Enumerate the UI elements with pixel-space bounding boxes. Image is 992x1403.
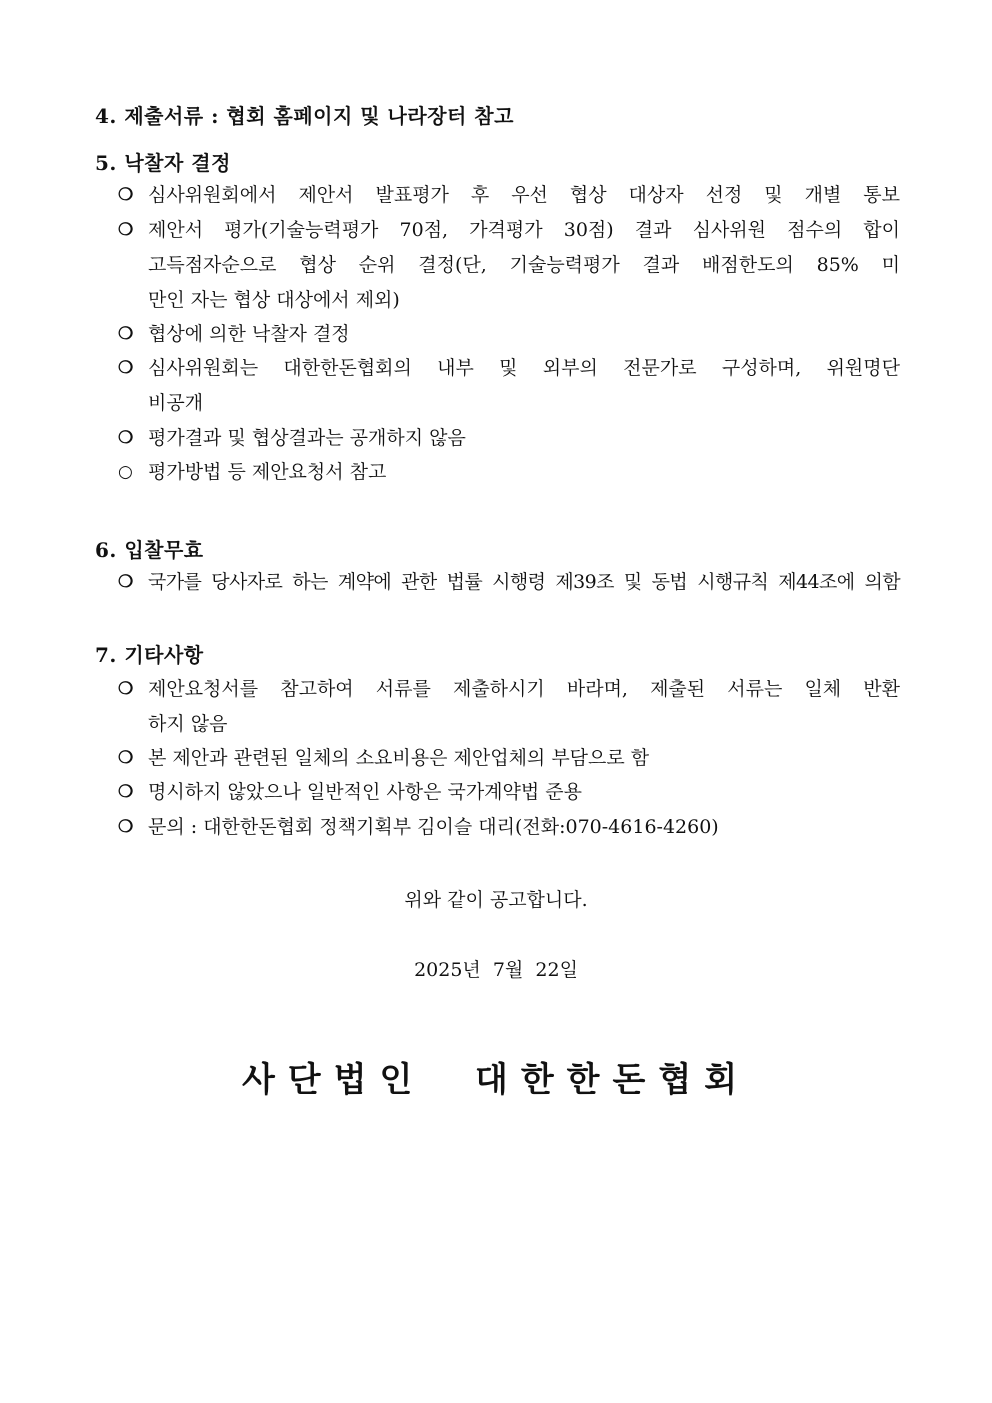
circle-bullet-icon: ❍ <box>118 748 134 768</box>
circle-bullet-icon: ❍ <box>118 185 134 205</box>
notice-date: 2025년 7월 22일 <box>414 959 578 981</box>
list-item-text: 명시하지 않았으나 일반적인 사항은 국가계약법 준용 <box>148 781 582 803</box>
list-item-text-continued: 고득점자순으로 협상 순위 결정(단, 기술능력평가 결과 배점한도의 85% 미 <box>148 254 900 276</box>
circle-bullet-icon: ❍ <box>118 572 134 592</box>
list-item-text-continued: 만인 자는 협상 대상에서 제외) <box>148 289 400 311</box>
circle-bullet-icon: ❍ <box>118 358 134 378</box>
circle-bullet-icon: ○ <box>118 462 133 482</box>
section-4-heading: 4. 제출서류 : 협회 홈페이지 및 나라장터 참고 <box>95 104 514 128</box>
circle-bullet-icon: ❍ <box>118 220 134 240</box>
list-item-text: 문의 : 대한한돈협회 정책기획부 김이슬 대리(전화:070-4616-4260) <box>148 816 719 838</box>
circle-bullet-icon: ❍ <box>118 324 134 344</box>
list-item-text: 심사위원회는 대한한돈협회의 내부 및 외부의 전문가로 구성하며, 위원명단 <box>148 357 900 379</box>
list-item-text-continued: 비공개 <box>148 392 204 414</box>
list-item-text: 평가방법 등 제안요청서 참고 <box>148 461 387 483</box>
list-item-text: 평가결과 및 협상결과는 공개하지 않음 <box>148 427 466 449</box>
list-item <box>118 565 900 600</box>
section-6-heading: 6. 입찰무효 <box>95 538 204 562</box>
circle-bullet-icon: ❍ <box>118 679 134 699</box>
list-item-text: 국가를 당사자로 하는 계약에 관한 법률 시행령 제39조 및 동법 시행규칙 제44조에 의함 <box>148 571 900 593</box>
closing-notice: 위와 같이 공고합니다. <box>404 889 588 911</box>
list-item <box>118 317 900 352</box>
circle-bullet-icon: ❍ <box>118 817 134 837</box>
list-item <box>118 455 900 490</box>
section-7-heading: 7. 기타사항 <box>95 643 204 667</box>
list-item <box>118 672 900 742</box>
organization-name: 사단법인 대한한돈협회 <box>241 1060 751 1100</box>
list-item <box>118 810 900 845</box>
list-item <box>118 213 900 318</box>
section-5-heading: 5. 낙찰자 결정 <box>95 151 231 175</box>
list-item <box>118 351 900 421</box>
circle-bullet-icon: ❍ <box>118 428 134 448</box>
list-item-text: 심사위원회에서 제안서 발표평가 후 우선 협상 대상자 선정 및 개별 통보 <box>148 184 900 206</box>
list-item-text: 제안요청서를 참고하여 서류를 제출하시기 바라며, 제출된 서류는 일체 반환 <box>148 678 900 700</box>
list-item <box>118 178 900 213</box>
list-item <box>118 421 900 456</box>
circle-bullet-icon: ❍ <box>118 782 134 802</box>
list-item-text: 제안서 평가(기술능력평가 70점, 가격평가 30점) 결과 심사위원 점수의 합이 <box>148 219 900 241</box>
list-item-text: 본 제안과 관련된 일체의 소요비용은 제안업체의 부담으로 함 <box>148 747 650 769</box>
list-item-text: 협상에 의한 낙찰자 결정 <box>148 323 350 345</box>
list-item <box>118 741 900 776</box>
list-item <box>118 775 900 810</box>
list-item-text-continued: 하지 않음 <box>148 713 228 735</box>
